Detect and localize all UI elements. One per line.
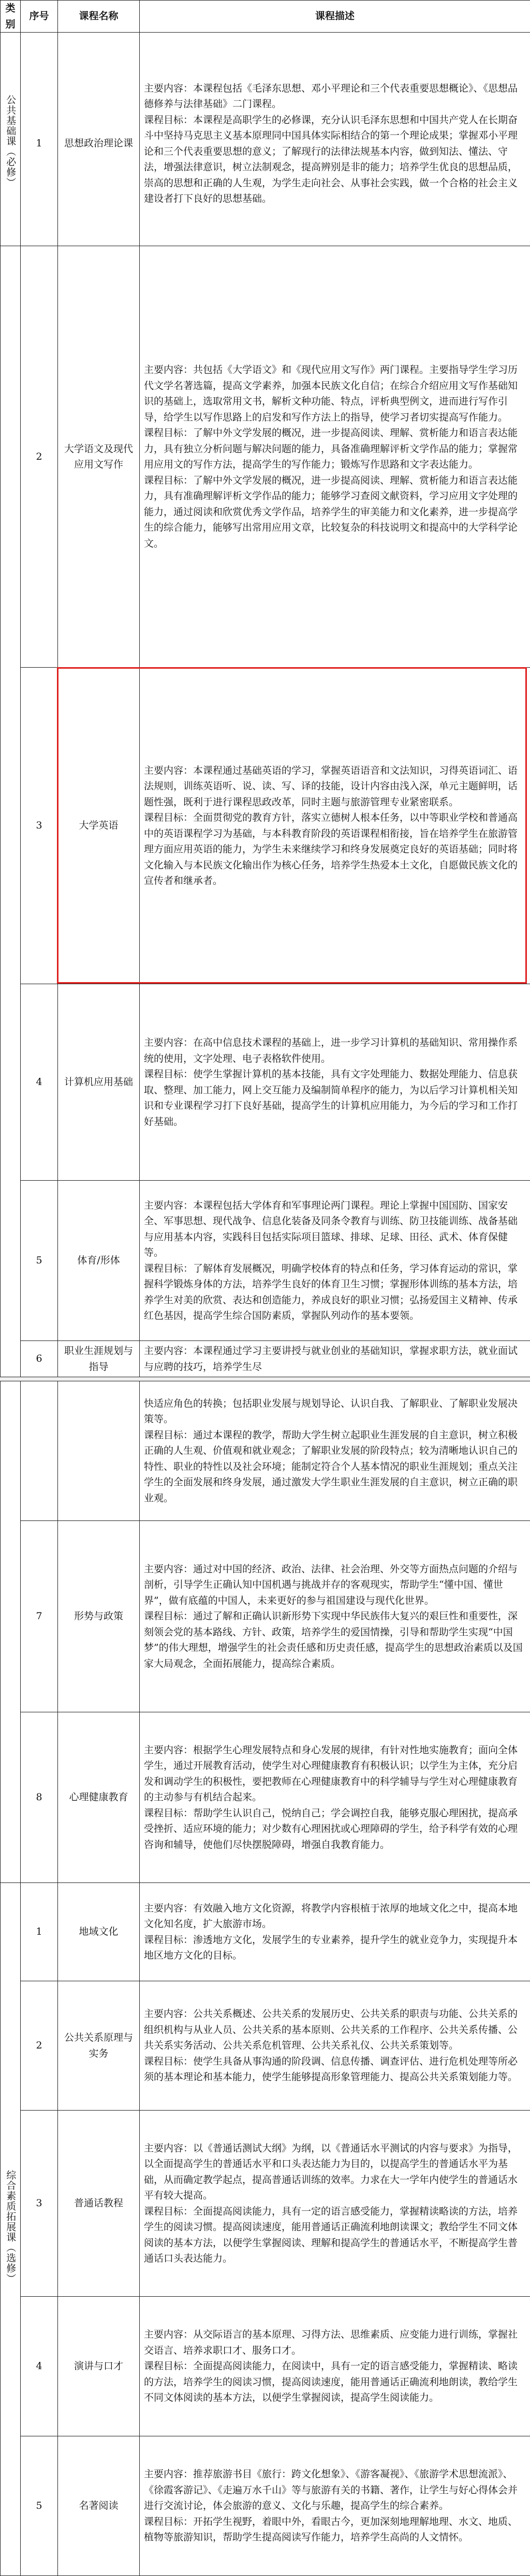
course-name: 地域文化 <box>58 1883 140 1981</box>
desc-paragraph: 课程目标：全面提高阅读能力，在阅读中，具有一定的语言感受能力，掌握精读、略读的方法，培养学生的阅读习惯，提高阅读速度，能用普通话正确流利地朗读，教给学生不同文体阅读的基本方法，以便学生掌握阅读，提高学生阅读能力。 <box>144 2358 526 2406</box>
header-course-name: 课程名称 <box>58 1 140 33</box>
desc-paragraph: 课程目标：通过本课程的教学，帮助大学生树立起职业生涯发展的自主意识，树立积极正确的人生观、价值观和就业观念；了解职业发展的阶段特点；较为清晰地认识自己的特性、职业的特性以及社会环境；能制定符合个人基本情况的职业生涯规划；重点关注学生的全面发展和终身发展，通过激发大学生职业生涯发展的自主意识，树立正确的职业观。 <box>144 1427 526 1507</box>
table-row <box>1 246 530 668</box>
desc-paragraph: 主要内容：公共关系概述、公共关系的发展历史、公共关系的职责与功能、公共关系的组织机构与从业人员、公共关系的基本原则、公共关系的工作程序、公共关系传播、公共关系实务活动、公共关系危机管理、公共关系礼仪、公共关系策划等。 <box>144 2006 526 2054</box>
course-name: 计算机应用基础 <box>58 984 140 1181</box>
course-description <box>140 1981 530 2111</box>
course-name: 公共关系原理与实务 <box>58 1981 140 2111</box>
category-cell-required-cont <box>1 246 21 1377</box>
desc-paragraph: 快适应角色的转换；包括职业发展与规划导论、认识自我、了解职业、了解职业发展决策等。 <box>144 1396 526 1427</box>
course-number: 4 <box>21 984 58 1181</box>
course-number: 5 <box>21 1181 58 1341</box>
table-row <box>1 2436 530 2576</box>
course-description <box>140 1521 530 1712</box>
header-category: 类别 <box>1 1 21 33</box>
desc-paragraph: 课程目标：全面提高阅读能力，具有一定的语言感受能力，掌握精读略读的方法，培养学生的阅读习惯。提高阅读速度，能用普通话正确流利地朗读课文；教给学生不同文体阅读的基本方法，以便学生掌握阅读、理解和提高学生的普通话水平，不断提高学生普通话口头表达能力。 <box>144 2204 526 2267</box>
course-table-part-3 <box>0 1381 530 2576</box>
table-row <box>1 1381 530 1521</box>
desc-paragraph: 课程目标：帮助学生认识自己，悦纳自己；学会调控自我，能够克服心理困扰，提高承受挫折、适应环境的能力；对少数有心理困扰或心理障碍的学生，给予科学有效的心理咨询和辅导，使他们尽快摆脱障碍，增强自我教育能力。 <box>144 1805 526 1853</box>
category-cell-required-cont <box>1 1381 21 1883</box>
course-name: 演讲与口才 <box>58 2297 140 2436</box>
course-description <box>140 246 530 668</box>
course-name: 大学语文及现代应用文写作 <box>58 246 140 668</box>
course-number: 1 <box>21 33 58 255</box>
desc-paragraph: 课程目标：全面贯彻党的教育方针，落实立德树人根本任务，以中等职业学校和普通高中的英语课程学习为基础，与本科教育阶段的英语课程相衔接，旨在培养学生在旅游管理方面应用英语的能力，为学生未来继续学习和终身发展奠定良好的英语基础；同时将文化输入与本民族文化输出作为核心任务，培养学生热爱本土文化，自愿做民族文化的宣传者和继承者。 <box>144 810 526 889</box>
desc-paragraph: 主要内容：在高中信息技术课程的基础上，进一步学习计算机的基础知识、常用操作系统的使用，文字处理、电子表格软件使用。 <box>144 1035 526 1066</box>
category-label: 公共基础课（必修） <box>3 95 19 188</box>
desc-paragraph: 主要内容：根据学生心理发展特点和身心发展的规律，有针对性地实施教育；面向全体学生，通过开展教育活动，使学生对心理健康教育有积极认识；以学生为主体，充分启发和调动学生的积极性，要把教师在心理健康教育中的科学辅导与学生对心理健康教育的主动参与有机结合起来。 <box>144 1742 526 1805</box>
course-name: 体育/形体 <box>58 1181 140 1341</box>
table-row <box>1 1521 530 1712</box>
desc-paragraph: 课程目标：通过了解和正确认识新形势下实现中华民族伟大复兴的艰巨性和重要性，深刻领会党的基本路线、方针、政策，培养学生的爱国情操，引导和帮助学生实现“中国梦”的伟大理想，增强学生的社会责任感和历史责任感，提高学生的思想政治素质以及国家大局观念，全面拓展能力，提高综合素质。 <box>144 1608 526 1671</box>
course-number: 6 <box>21 1341 58 1377</box>
course-name: 大学英语 <box>58 668 140 984</box>
course-number: 2 <box>21 246 58 668</box>
header-number: 序号 <box>21 1 58 33</box>
course-description <box>140 2436 530 2576</box>
desc-paragraph: 课程目标：开拓学生视野，着眼中外，看眼古今，更加深刻地理解地理、水文、地质、植物等旅游知识，帮助学生提高阅读写作能力，培养学生高尚的人文情怀。 <box>144 2514 526 2545</box>
desc-paragraph: 主要内容：从交际语言的基本原理、习得方法、思维素质、应变能力进行训练，掌握社交语言、培养求职口才、服务口才。 <box>144 2327 526 2358</box>
table-row <box>1 668 530 984</box>
desc-paragraph: 课程目标：渗透地方文化，发展学生的专业素养，提升学生的就业竞争力，实现提升本地区地方文化的目标。 <box>144 1932 526 1964</box>
course-number: 7 <box>21 1521 58 1712</box>
course-description <box>140 1712 530 1883</box>
table-row <box>1 1883 530 1981</box>
desc-paragraph: 课程目标：本课程是高职学生的必修课，充分认识毛泽东思想和中国共产党人在长期奋斗中坚持马克思主义基本原理同中国具体实际相结合的第一个理论成果；掌握邓小平理论和三个代表重要思想的意义；了解现行的法律法规基本内容，做到知法、懂法、守法，增强法律意识，树立法制观念，提高辨别是非的能力；培养学生优良的思想品质，崇高的思想和正确的人生观，为学生走向社会、从事社会实践，做一个合格的社会主义建设者打下良好的思想基础。 <box>144 112 526 207</box>
desc-paragraph: 主要内容：本课程通过基础英语的学习，掌握英语语音和文法知识，习得英语词汇、语法规则，训练英语听、说、读、写、译的技能，设计内容由浅入深，单元主题鲜明，话题性强，既利于进行课程思政改革，同时主题与旅游管理专业紧密联系。 <box>144 763 526 810</box>
course-description <box>140 2297 530 2436</box>
table-header-row <box>1 1 530 33</box>
table-row <box>1 1341 530 1377</box>
course-name: 思想政治理论课 <box>58 33 140 255</box>
course-number: 4 <box>21 2297 58 2436</box>
table-row <box>1 1181 530 1341</box>
category-cell-elective <box>1 1883 21 2576</box>
course-name: 普通话教程 <box>58 2111 140 2297</box>
course-number <box>21 1381 58 1521</box>
course-description <box>140 1181 530 1341</box>
table-row <box>1 2297 530 2436</box>
category-label: 综合素质拓展课（选修） <box>3 2170 19 2284</box>
table-row <box>1 2111 530 2297</box>
desc-paragraph: 课程目标：了解体育发展概况，明确学校体育的特点和任务，学习体育运动的常识，掌握科学锻炼身体的方法，培养学生良好的体育卫生习惯；掌握形体训练的基本方法，培养学生对美的欣赏、表达和创造能力，养成良好的职业习惯；弘扬爱国主义精神、传承红色基因，提高学生综合国防素质，掌握队列动作的基本要领。 <box>144 1261 526 1324</box>
desc-paragraph: 课程目标：了解中外文学发展的概况，进一步提高阅读、理解、赏析能力和语言表达能力，具有独立分析问题与解决问题的能力，具备准确理解评析文学作品的能力；掌握常用应用文的写作方法，提高学生的写作能力；锻炼写作思路和文字表达能力。 <box>144 425 526 473</box>
course-number: 5 <box>21 2436 58 2576</box>
table-row <box>1 1712 530 1883</box>
header-course-desc: 课程描述 <box>140 1 530 33</box>
course-description <box>140 1381 530 1521</box>
category-cell-required <box>1 33 21 255</box>
table-row <box>1 1981 530 2111</box>
course-description <box>140 2111 530 2297</box>
desc-paragraph: 主要内容：本课程包括《毛泽东思想、邓小平理论和三个代表重要思想概论》、《思想品德修养与法律基础》二门课程。 <box>144 81 526 112</box>
course-number: 1 <box>21 1883 58 1981</box>
course-description <box>140 668 530 984</box>
table-row <box>1 984 530 1181</box>
course-number: 3 <box>21 668 58 984</box>
desc-paragraph: 课程目标：使学生具备从事沟通的阶段调、信息传播、调查评估、进行危机处理等所必须的基本理论和基本能力，使学生能够提高形象管理能力、提高公共关系策划能力等。 <box>144 2054 526 2085</box>
desc-paragraph: 课程目标：了解中外文学发展的概况，进一步提高阅读、理解、赏析能力和语言表达能力，具有准确理解评析文学作品的能力；能够学习查阅文献资料，学习应用文字处理的能力，通过阅读和欣赏优秀文学作品，培养学生的审美能力和文化素养，进一步提高学生的综合能力，能够写出常用应用文章，比较复杂的科技说明文和提高中的大学科学论文。 <box>144 473 526 552</box>
course-description <box>140 1341 530 1377</box>
course-number: 3 <box>21 2111 58 2297</box>
desc-paragraph: 主要内容：本课程通过学习主要讲授与就业创业的基础知识，掌握求职方法，就业面试与应聘的技巧，培养学生尽 <box>144 1343 526 1375</box>
course-number: 8 <box>21 1712 58 1883</box>
desc-paragraph: 主要内容：推荐旅游书目《旅行：跨文化想象》、《游客凝视》、《旅游学术思想流派》、《徐霞客游记》、《走遍万水千山》等与旅游有关的书籍、著作，让学生与好心得体会并进行交流讨论，体会旅游的意义、文化与乐趣，提高学生的综合素养。 <box>144 2466 526 2514</box>
course-table-part-2 <box>0 246 530 1377</box>
course-name: 职业生涯规划与指导 <box>58 1341 140 1377</box>
course-number: 2 <box>21 1981 58 2111</box>
desc-paragraph: 主要内容：以《普通话测试大纲》为纲，以《普通话水平测试的内容与要求》为指导，以全面提高学生的普通话水平和口头表达能力为目的，以提高学生的普通话水平为基础，从而确定教学起点，提高普通话训练的效率。力求在大一学年内使学生的普通话水平有较大提高。 <box>144 2141 526 2204</box>
course-name: 形势与政策 <box>58 1521 140 1712</box>
course-name: 心理健康教育 <box>58 1712 140 1883</box>
table-row <box>1 33 530 255</box>
course-table-part-1 <box>0 0 530 255</box>
course-description <box>140 33 530 255</box>
desc-paragraph: 主要内容：通过对中国的经济、政治、法律、社会治理、外交等方面热点问题的介绍与剖析，引导学生正确认知中国机遇与挑战并存的客观现实，帮助学生“懂中国、懂世界”，做有底蕴的中国人，未来更好的参与祖国建设与现代化世界。 <box>144 1561 526 1609</box>
desc-paragraph: 主要内容：有效融入地方文化资源，将教学内容根植于浓厚的地域文化之中，提高本地文化知名度，扩大旅游市场。 <box>144 1901 526 1932</box>
course-name: 名著阅读 <box>58 2436 140 2576</box>
course-name <box>58 1381 140 1521</box>
course-description <box>140 984 530 1181</box>
course-description <box>140 1883 530 1981</box>
desc-paragraph: 主要内容：共包括《大学语文》和《现代应用文写作》两门课程。主要指导学生学习历代文学名著选篇，提高文学素养，加强本民族文化自信；在综合介绍应用文写作基础知识的基础上，选取常用文书，解析文种功能、特点，评析典型例文，进而进行写作引导，给学生以写作思路上的启发和写作方法上的指导，使学习者切实提高写作能力。 <box>144 362 526 425</box>
desc-paragraph: 主要内容：本课程包括大学体育和军事理论两门课程。理论上掌握中国国防、国家安全、军事思想、现代战争、信息化装备及同条令教育与训练、防卫技能训练、战备基础与应用基本内容，实践科目包括实际项目篮球、排球、足球、田径、武术、体育保健等。 <box>144 1198 526 1261</box>
desc-paragraph: 课程目标：使学生掌握计算机的基本技能，具有文字处理能力、数据处理能力、信息获取、整理、加工能力，网上交互能力及编制简单程序的能力，为以后学习计算机相关知识和专业课程学习打下良好基础，提高学生的计算机应用能力，为今后的学习和工作打好基础。 <box>144 1066 526 1129</box>
